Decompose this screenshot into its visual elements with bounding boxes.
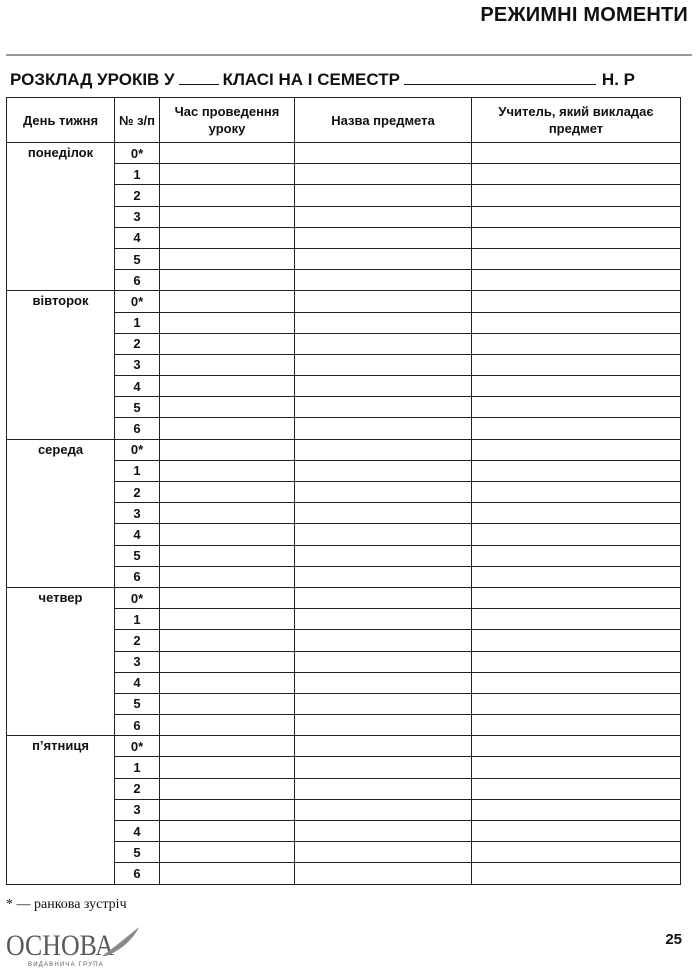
subject-name-cell[interactable]: [295, 248, 472, 269]
teacher-cell[interactable]: [472, 206, 681, 227]
teacher-cell[interactable]: [472, 397, 681, 418]
table-row: [7, 291, 681, 312]
lesson-time-cell[interactable]: [160, 778, 295, 799]
lesson-number-cell: 0*: [115, 439, 160, 460]
subject-name-cell[interactable]: [295, 291, 472, 312]
lesson-number-cell: 6: [115, 715, 160, 736]
lesson-number-cell: 1: [115, 312, 160, 333]
teacher-cell[interactable]: [472, 587, 681, 608]
lesson-time-cell[interactable]: [160, 376, 295, 397]
lesson-time-cell[interactable]: [160, 291, 295, 312]
subject-name-cell[interactable]: [295, 270, 472, 291]
teacher-cell[interactable]: [472, 693, 681, 714]
table-row: [7, 439, 681, 460]
teacher-cell[interactable]: [472, 143, 681, 164]
subject-name-cell[interactable]: [295, 757, 472, 778]
subject-name-cell[interactable]: [295, 418, 472, 439]
table-header-row: [7, 98, 681, 143]
teacher-cell[interactable]: [472, 757, 681, 778]
table-row: [7, 143, 681, 164]
column-header: День тижня: [7, 98, 115, 143]
lesson-time-cell[interactable]: [160, 270, 295, 291]
lesson-number-cell: 0*: [115, 587, 160, 608]
lesson-number-cell: 4: [115, 672, 160, 693]
lesson-number-cell: 2: [115, 778, 160, 799]
subject-name-cell[interactable]: [295, 609, 472, 630]
lesson-number-cell: 3: [115, 651, 160, 672]
day-name-cell: вівторок: [7, 291, 115, 439]
lesson-time-cell[interactable]: [160, 630, 295, 651]
footnote-marker: *: [6, 897, 13, 912]
publisher-logo-text: ОСНОВА: [6, 929, 115, 962]
lesson-number-cell: 3: [115, 503, 160, 524]
teacher-cell[interactable]: [472, 778, 681, 799]
teacher-cell[interactable]: [472, 566, 681, 587]
schedule-table: [6, 97, 681, 885]
lesson-time-cell[interactable]: [160, 693, 295, 714]
lesson-number-cell: 1: [115, 757, 160, 778]
subject-name-cell[interactable]: [295, 503, 472, 524]
lesson-number-cell: 1: [115, 164, 160, 185]
subject-name-cell[interactable]: [295, 736, 472, 757]
teacher-cell[interactable]: [472, 863, 681, 884]
subject-name-cell[interactable]: [295, 651, 472, 672]
teacher-cell[interactable]: [472, 164, 681, 185]
lesson-time-cell[interactable]: [160, 482, 295, 503]
lesson-time-cell[interactable]: [160, 397, 295, 418]
class-blank-field[interactable]: [179, 70, 219, 85]
lesson-number-cell: 0*: [115, 143, 160, 164]
publisher-logo-subtext: ВИДАВНИЧА ГРУПА: [28, 962, 104, 968]
lesson-number-cell: 5: [115, 842, 160, 863]
teacher-cell[interactable]: [472, 248, 681, 269]
lesson-number-cell: 1: [115, 460, 160, 481]
lesson-time-cell[interactable]: [160, 206, 295, 227]
lesson-time-cell[interactable]: [160, 863, 295, 884]
teacher-cell[interactable]: [472, 672, 681, 693]
teacher-cell[interactable]: [472, 609, 681, 630]
teacher-cell[interactable]: [472, 503, 681, 524]
subject-name-cell[interactable]: [295, 693, 472, 714]
lesson-number-cell: 5: [115, 248, 160, 269]
teacher-cell[interactable]: [472, 630, 681, 651]
lesson-time-cell[interactable]: [160, 715, 295, 736]
subject-name-cell[interactable]: [295, 227, 472, 248]
teacher-cell[interactable]: [472, 312, 681, 333]
lesson-time-cell[interactable]: [160, 460, 295, 481]
lesson-number-cell: 3: [115, 354, 160, 375]
lesson-number-cell: 0*: [115, 291, 160, 312]
lesson-time-cell[interactable]: [160, 333, 295, 354]
lesson-number-cell: 2: [115, 333, 160, 354]
teacher-cell[interactable]: [472, 354, 681, 375]
column-header: Учитель, який викладає предмет: [472, 98, 681, 143]
lesson-number-cell: 5: [115, 397, 160, 418]
lesson-number-cell: 6: [115, 566, 160, 587]
teacher-cell[interactable]: [472, 418, 681, 439]
subject-name-cell[interactable]: [295, 354, 472, 375]
lesson-time-cell[interactable]: [160, 609, 295, 630]
subject-name-cell[interactable]: [295, 821, 472, 842]
lesson-time-cell[interactable]: [160, 651, 295, 672]
lesson-number-cell: 2: [115, 630, 160, 651]
teacher-cell[interactable]: [472, 333, 681, 354]
schedule-title-part3: Н. Р: [601, 70, 635, 89]
day-name-cell: середа: [7, 439, 115, 587]
lesson-time-cell[interactable]: [160, 503, 295, 524]
schedule-title: [10, 70, 684, 90]
lesson-number-cell: 2: [115, 185, 160, 206]
lesson-time-cell[interactable]: [160, 799, 295, 820]
lesson-number-cell: 4: [115, 227, 160, 248]
subject-name-cell[interactable]: [295, 439, 472, 460]
table-row: [7, 587, 681, 608]
column-header: № з/п: [115, 98, 160, 143]
day-name-cell: п’ятниця: [7, 736, 115, 884]
column-header: Час проведення уроку: [160, 98, 295, 143]
publisher-logo: [6, 922, 141, 968]
header-divider: [6, 54, 692, 56]
subject-name-cell[interactable]: [295, 524, 472, 545]
subject-name-cell[interactable]: [295, 143, 472, 164]
lesson-time-cell[interactable]: [160, 545, 295, 566]
subject-name-cell[interactable]: [295, 333, 472, 354]
lesson-time-cell[interactable]: [160, 354, 295, 375]
lesson-time-cell[interactable]: [160, 524, 295, 545]
teacher-cell[interactable]: [472, 439, 681, 460]
subject-name-cell[interactable]: [295, 482, 472, 503]
subject-name-cell[interactable]: [295, 672, 472, 693]
subject-name-cell[interactable]: [295, 164, 472, 185]
teacher-cell[interactable]: [472, 482, 681, 503]
subject-name-cell[interactable]: [295, 863, 472, 884]
teacher-cell[interactable]: [472, 524, 681, 545]
teacher-cell[interactable]: [472, 842, 681, 863]
subject-name-cell[interactable]: [295, 545, 472, 566]
section-title: РЕЖИМНІ МОМЕНТИ: [480, 4, 688, 26]
schedule-title-part1: РОЗКЛАД УРОКІВ У: [10, 70, 175, 89]
lesson-time-cell[interactable]: [160, 842, 295, 863]
table-row: [7, 736, 681, 757]
lesson-time-cell[interactable]: [160, 312, 295, 333]
lesson-time-cell[interactable]: [160, 164, 295, 185]
column-header: Назва предмета: [295, 98, 472, 143]
page-number: 25: [665, 931, 682, 948]
subject-name-cell[interactable]: [295, 715, 472, 736]
lesson-time-cell[interactable]: [160, 757, 295, 778]
lesson-time-cell[interactable]: [160, 248, 295, 269]
subject-name-cell[interactable]: [295, 842, 472, 863]
teacher-cell[interactable]: [472, 185, 681, 206]
lesson-number-cell: 4: [115, 524, 160, 545]
teacher-cell[interactable]: [472, 291, 681, 312]
lesson-time-cell[interactable]: [160, 566, 295, 587]
teacher-cell[interactable]: [472, 651, 681, 672]
subject-name-cell[interactable]: [295, 799, 472, 820]
footnote: [6, 897, 127, 913]
teacher-cell[interactable]: [472, 270, 681, 291]
lesson-number-cell: 4: [115, 376, 160, 397]
lesson-time-cell[interactable]: [160, 185, 295, 206]
lesson-number-cell: 5: [115, 693, 160, 714]
subject-name-cell[interactable]: [295, 185, 472, 206]
lesson-time-cell[interactable]: [160, 143, 295, 164]
schedule-title-part2: КЛАСІ НА І СЕМЕСТР: [222, 70, 400, 89]
teacher-cell[interactable]: [472, 799, 681, 820]
lesson-time-cell[interactable]: [160, 227, 295, 248]
subject-name-cell[interactable]: [295, 630, 472, 651]
lesson-number-cell: 2: [115, 482, 160, 503]
lesson-time-cell[interactable]: [160, 587, 295, 608]
day-name-cell: понеділок: [7, 143, 115, 291]
lesson-number-cell: 6: [115, 418, 160, 439]
teacher-cell[interactable]: [472, 715, 681, 736]
lesson-number-cell: 5: [115, 545, 160, 566]
teacher-cell[interactable]: [472, 821, 681, 842]
lesson-time-cell[interactable]: [160, 439, 295, 460]
subject-name-cell[interactable]: [295, 566, 472, 587]
lesson-number-cell: 6: [115, 863, 160, 884]
lesson-number-cell: 3: [115, 799, 160, 820]
subject-name-cell[interactable]: [295, 460, 472, 481]
lesson-time-cell[interactable]: [160, 672, 295, 693]
teacher-cell[interactable]: [472, 736, 681, 757]
subject-name-cell[interactable]: [295, 312, 472, 333]
subject-name-cell[interactable]: [295, 587, 472, 608]
lesson-number-cell: 4: [115, 821, 160, 842]
subject-name-cell[interactable]: [295, 778, 472, 799]
lesson-number-cell: 6: [115, 270, 160, 291]
subject-name-cell[interactable]: [295, 206, 472, 227]
lesson-time-cell[interactable]: [160, 821, 295, 842]
teacher-cell[interactable]: [472, 545, 681, 566]
footnote-text: — ранкова зустріч: [16, 897, 127, 912]
year-blank-field[interactable]: [404, 70, 596, 85]
lesson-number-cell: 1: [115, 609, 160, 630]
teacher-cell[interactable]: [472, 460, 681, 481]
day-name-cell: четвер: [7, 587, 115, 735]
lesson-number-cell: 0*: [115, 736, 160, 757]
lesson-number-cell: 3: [115, 206, 160, 227]
subject-name-cell[interactable]: [295, 376, 472, 397]
lesson-time-cell[interactable]: [160, 736, 295, 757]
lesson-time-cell[interactable]: [160, 418, 295, 439]
subject-name-cell[interactable]: [295, 397, 472, 418]
teacher-cell[interactable]: [472, 227, 681, 248]
teacher-cell[interactable]: [472, 376, 681, 397]
